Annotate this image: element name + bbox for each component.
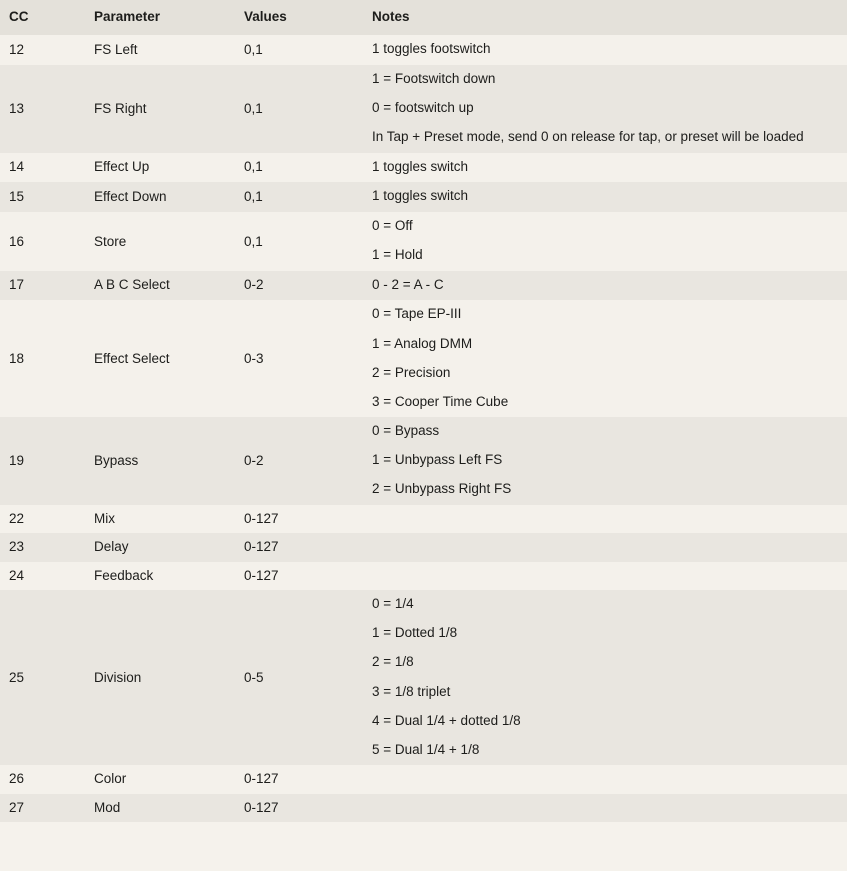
cell-cc: 16 xyxy=(0,212,80,270)
cell-values: 0,1 xyxy=(230,35,355,65)
note-line: 0 = Bypass xyxy=(372,423,440,439)
cell-values: 0-127 xyxy=(230,533,355,562)
note-line: In Tap + Preset mode, send 0 on release for tap, or preset will be loaded xyxy=(372,129,804,145)
cell-cc: 25 xyxy=(0,590,80,765)
note-lines xyxy=(372,300,833,417)
cell-parameter: Effect Up xyxy=(80,153,230,183)
cell-values: 0-2 xyxy=(230,271,355,301)
table-row xyxy=(0,562,847,591)
cell-parameter: Store xyxy=(80,212,230,270)
cell-parameter: Mix xyxy=(80,505,230,534)
table-row xyxy=(0,505,847,534)
cell-parameter: Bypass xyxy=(80,417,230,505)
cell-cc: 18 xyxy=(0,300,80,417)
note-line: 5 = Dual 1/4 + 1/8 xyxy=(372,741,480,757)
cell-cc: 19 xyxy=(0,417,80,505)
cell-cc: 24 xyxy=(0,562,80,591)
note-lines xyxy=(372,65,833,153)
note-line: 3 = 1/8 triplet xyxy=(372,683,451,699)
cell-cc: 22 xyxy=(0,505,80,534)
cell-notes xyxy=(355,533,847,562)
table-row xyxy=(0,417,847,505)
column-header-cc: CC xyxy=(0,0,80,35)
cell-values: 0-5 xyxy=(230,590,355,765)
note-line: 1 = Footswitch down xyxy=(372,71,496,87)
cell-notes xyxy=(355,505,847,534)
cell-values: 0,1 xyxy=(230,182,355,212)
cell-cc: 26 xyxy=(0,765,80,794)
table-header-row xyxy=(0,0,847,35)
note-line: 1 = Unbypass Left FS xyxy=(372,452,503,468)
note-lines xyxy=(372,590,833,765)
cell-notes xyxy=(355,562,847,591)
cell-values: 0-3 xyxy=(230,300,355,417)
note-lines xyxy=(372,417,833,505)
cell-parameter: Feedback xyxy=(80,562,230,591)
cell-notes xyxy=(355,300,847,417)
cell-values: 0,1 xyxy=(230,212,355,270)
note-lines xyxy=(372,212,833,270)
cell-notes xyxy=(355,212,847,270)
table-row xyxy=(0,35,847,65)
table-row xyxy=(0,212,847,270)
note-line: 1 = Dotted 1/8 xyxy=(372,625,458,641)
cell-notes xyxy=(355,182,847,212)
cell-values: 0-127 xyxy=(230,562,355,591)
cell-parameter: Mod xyxy=(80,794,230,823)
cell-notes xyxy=(355,153,847,183)
cell-cc: 17 xyxy=(0,271,80,301)
cell-cc: 27 xyxy=(0,794,80,823)
cell-parameter: Delay xyxy=(80,533,230,562)
note-line: 0 - 2 = A - C xyxy=(372,276,444,292)
table-row xyxy=(0,153,847,183)
cell-cc: 23 xyxy=(0,533,80,562)
cell-values: 0-127 xyxy=(230,794,355,823)
note-line: 0 = footswitch up xyxy=(372,100,474,116)
cell-parameter: Effect Down xyxy=(80,182,230,212)
note-line: 1 toggles switch xyxy=(372,158,469,174)
note-line: 1 toggles footswitch xyxy=(372,41,491,57)
cell-values: 0,1 xyxy=(230,65,355,153)
cell-values: 0-2 xyxy=(230,417,355,505)
table-header xyxy=(0,0,847,35)
cell-parameter: Division xyxy=(80,590,230,765)
note-line: 0 = Off xyxy=(372,218,413,234)
table-body xyxy=(0,35,847,822)
cell-values: 0-127 xyxy=(230,505,355,534)
note-line: 3 = Cooper Time Cube xyxy=(372,393,509,409)
cell-cc: 12 xyxy=(0,35,80,65)
table-row xyxy=(0,182,847,212)
cell-parameter: FS Left xyxy=(80,35,230,65)
table-row xyxy=(0,65,847,153)
cell-parameter: FS Right xyxy=(80,65,230,153)
cell-parameter: Effect Select xyxy=(80,300,230,417)
table-row xyxy=(0,590,847,765)
cell-cc: 14 xyxy=(0,153,80,183)
note-line: 2 = Unbypass Right FS xyxy=(372,481,512,497)
table-row xyxy=(0,300,847,417)
note-line: 1 = Hold xyxy=(372,247,423,263)
cell-notes xyxy=(355,271,847,301)
table-row xyxy=(0,271,847,301)
table-row xyxy=(0,765,847,794)
cell-notes xyxy=(355,765,847,794)
cell-notes xyxy=(355,35,847,65)
table-row xyxy=(0,533,847,562)
note-line: 1 toggles switch xyxy=(372,188,469,204)
cell-parameter: Color xyxy=(80,765,230,794)
cell-notes xyxy=(355,794,847,823)
cell-values: 0,1 xyxy=(230,153,355,183)
column-header-values: Values xyxy=(230,0,355,35)
cell-notes xyxy=(355,417,847,505)
note-line: 0 = 1/4 xyxy=(372,596,414,612)
column-header-notes: Notes xyxy=(355,0,847,35)
note-line: 4 = Dual 1/4 + dotted 1/8 xyxy=(372,712,521,728)
cell-cc: 15 xyxy=(0,182,80,212)
cell-parameter: A B C Select xyxy=(80,271,230,301)
table-row xyxy=(0,794,847,823)
note-line: 0 = Tape EP-III xyxy=(372,306,462,322)
note-line: 2 = 1/8 xyxy=(372,654,414,670)
cell-cc: 13 xyxy=(0,65,80,153)
note-line: 2 = Precision xyxy=(372,364,451,380)
cell-notes xyxy=(355,65,847,153)
cell-notes xyxy=(355,590,847,765)
column-header-parameter: Parameter xyxy=(80,0,230,35)
cell-values: 0-127 xyxy=(230,765,355,794)
note-line: 1 = Analog DMM xyxy=(372,335,473,351)
